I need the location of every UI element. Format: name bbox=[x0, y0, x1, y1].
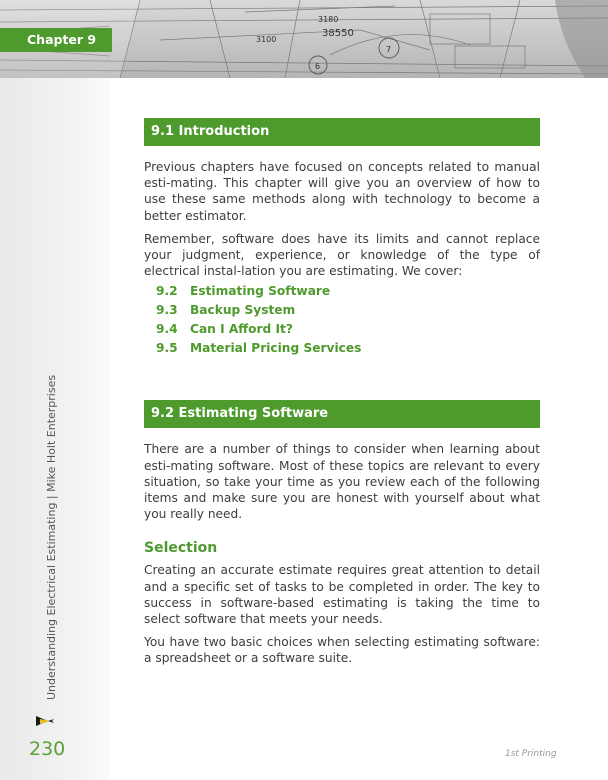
blueprint-label-2: 3180 bbox=[318, 15, 339, 24]
page-number: 230 bbox=[29, 738, 66, 760]
blueprint-label-3: 38550 bbox=[322, 28, 354, 39]
toc-label: Estimating Software bbox=[190, 284, 331, 299]
toc-number: 9.3 bbox=[156, 303, 178, 318]
book-title-vertical: Understanding Electrical Estimating | Mike Holt Enterprises bbox=[45, 374, 58, 700]
toc-item bbox=[144, 301, 540, 320]
section-heading-estimating-software: 9.2 Estimating Software bbox=[144, 400, 540, 428]
toc-number: 9.4 bbox=[156, 322, 178, 337]
toc-item bbox=[144, 282, 540, 301]
main-content bbox=[144, 118, 540, 667]
paragraph: You have two basic choices when selecting estimating software: a spreadsheet or a software suite. bbox=[144, 635, 540, 666]
subheading-selection: Selection bbox=[144, 540, 218, 557]
toc-label: Material Pricing Services bbox=[190, 341, 362, 356]
toc-item bbox=[144, 320, 540, 339]
blueprint-label-1: 3100 bbox=[256, 35, 277, 44]
toc-label: Can I Afford It? bbox=[190, 322, 293, 337]
paragraph: There are a number of things to consider when learning about esti-mating software. Most of these topics are relevant to every situation, so take your time as you review each of the following items and make sure you are honest with yourself about what you really need. bbox=[144, 442, 540, 522]
publisher-logo-icon bbox=[34, 713, 56, 729]
toc-number: 9.2 bbox=[156, 284, 178, 299]
paragraph: Previous chapters have focused on concepts related to manual esti-mating. This chapter will give you an overview of how to use these same methods along with technology to become a better estimator. bbox=[144, 160, 540, 223]
chapter-tab: Chapter 9 bbox=[0, 28, 112, 52]
printing-note: 1st Printing bbox=[505, 749, 557, 759]
paragraph: Creating an accurate estimate requires great attention to detail and a specific set of tasks to be completed in order. The key to success in software-based estimating is taking the time to select software that meets your needs. bbox=[144, 563, 540, 627]
section-heading-intro: 9.1 Introduction bbox=[144, 118, 540, 146]
blueprint-label-4: 7 bbox=[386, 45, 392, 54]
toc-list bbox=[144, 282, 540, 358]
toc-label: Backup System bbox=[190, 303, 296, 318]
paragraph: Remember, software does have its limits and cannot replace your judgment, experience, or knowledge of the type of electrical instal-lation you are estimating. We cover: bbox=[144, 231, 540, 279]
toc-number: 9.5 bbox=[156, 341, 178, 356]
blueprint-label-5: 6 bbox=[315, 62, 321, 71]
toc-item bbox=[144, 339, 540, 358]
